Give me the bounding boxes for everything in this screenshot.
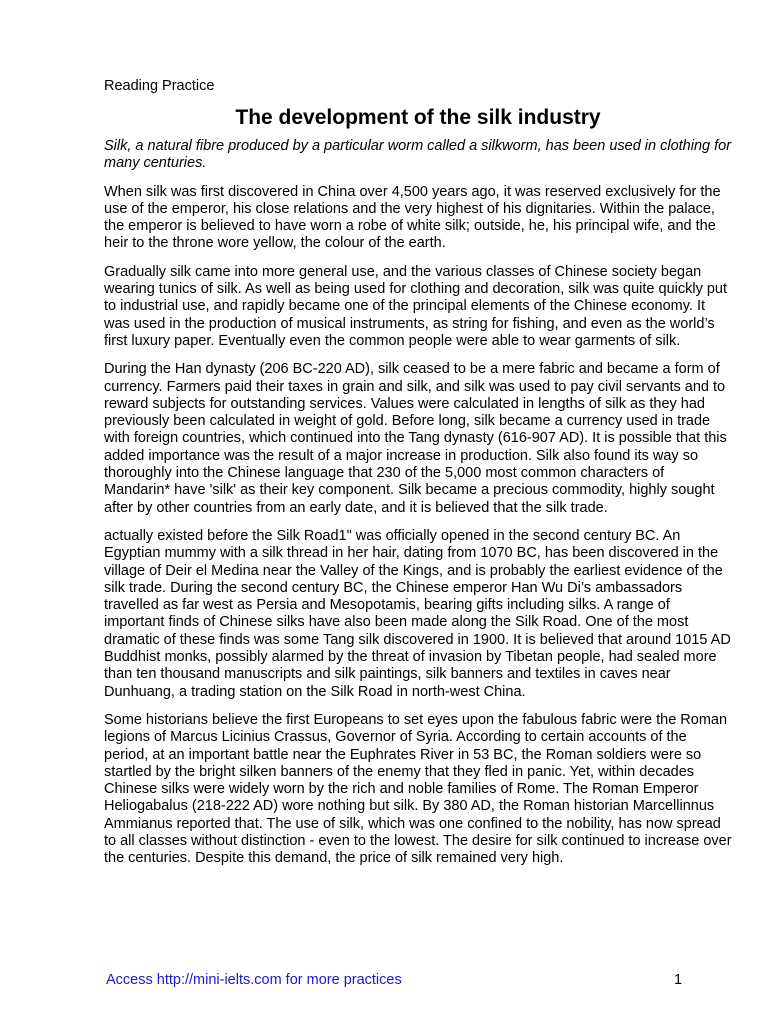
header-label: Reading Practice [104,78,215,94]
paragraph-5: Some historians believe the first Europeans to set eyes upon the fabulous fabric were the Roman legions of Marcus Licinius Crassus, Governor of Syria. According to certain accounts of the period, at an important battle near the Euphrates River in 53 BC, the Roman soldiers were so startled by the bright silken banners of the enemy that they fled in panic. Yet, within decades Chinese silks were widely worn by the rich and noble families of Rome. The Roman Emperor Heliogabalus (218-222 AD) wore nothing but silk. By 380 AD, the Roman historian Marcellinnus Ammianus reported that. The use of silk, which was one confined to the nobility, has now spread to all classes without distinction - even to the lowest. The desire for silk continued to increase over the centuries. Despite this demand, the price of silk remained very high. [104,711,732,867]
paragraph-1: When silk was first discovered in China over 4,500 years ago, it was reserved exclusively for the use of the emperor, his close relations and the very highest of his dignitaries. Within the palace, the emperor is believed to have worn a robe of white silk; outside, he, his principal wife, and the heir to the throne wore yellow, the colour of the earth. [104,183,721,252]
paragraph-3: During the Han dynasty (206 BC-220 AD), silk ceased to be a mere fabric and became a form of currency. Farmers paid their taxes in grain and silk, and silk was used to pay civil servants and to reward subjects for outstanding services. Values were calculated in lengths of silk as they had previously been calculated in weight of gold. Before long, silk became a currency used in trade with foreign countries, which continued into the Tang dynasty (616-907 AD). It is possible that this added importance was the result of a major increase in production. Silk also found its way so thoroughly into the Chinese language that 230 of the 5,000 most common characters of Mandarin* have 'silk' as their key component. Silk became a precious commodity, highly sought after by other countries from an early date, and it is believed that the silk trade. [104,361,727,516]
document-title: The development of the silk industry [235,106,601,129]
footer-link[interactable]: Access http://mini-ielts.com for more practices [106,972,402,988]
paragraph-2: Gradually silk came into more general use, and the various classes of Chinese society began wearing tunics of silk. As well as being used for clothing and decoration, silk was quite quickly put to industrial use, and rapidly became one of the principal elements of the Chinese economy. It was used in the production of musical instruments, as string for fishing, and even as the world’s first luxury paper. Eventually even the common people were able to wear garments of silk. [104,263,728,349]
intro-paragraph: Silk, a natural fibre produced by a particular worm called a silkworm, has been used in clothing for many centuries. [104,138,732,172]
document-body [104,138,732,879]
page-number: 1 [674,972,683,988]
paragraph-4: actually existed before the Silk Road1" was officially opened in the second century BC. An Egyptian mummy with a silk thread in her hair, dating from 1070 BC, has been discovered in the village of Deir el Medina near the Valley of the Kings, and is probably the earliest evidence of the silk trade. During the second century BC, the Chinese emperor Han Wu Di’s ambassadors travelled as far west as Persia and Mesopotamis, bearing gifts including silks. A range of important finds of Chinese silks have also been made along the Silk Road. One of the most dramatic of these finds was some Tang silk discovered in 1900. It is believed that around 1015 AD Buddhist monks, possibly alarmed by the threat of invasion by Tibetan people, had sealed more than ten thousand manuscripts and silk paintings, silk banners and textiles in caves near Dunhuang, a trading station on the Silk Road in north-west China. [104,527,731,700]
